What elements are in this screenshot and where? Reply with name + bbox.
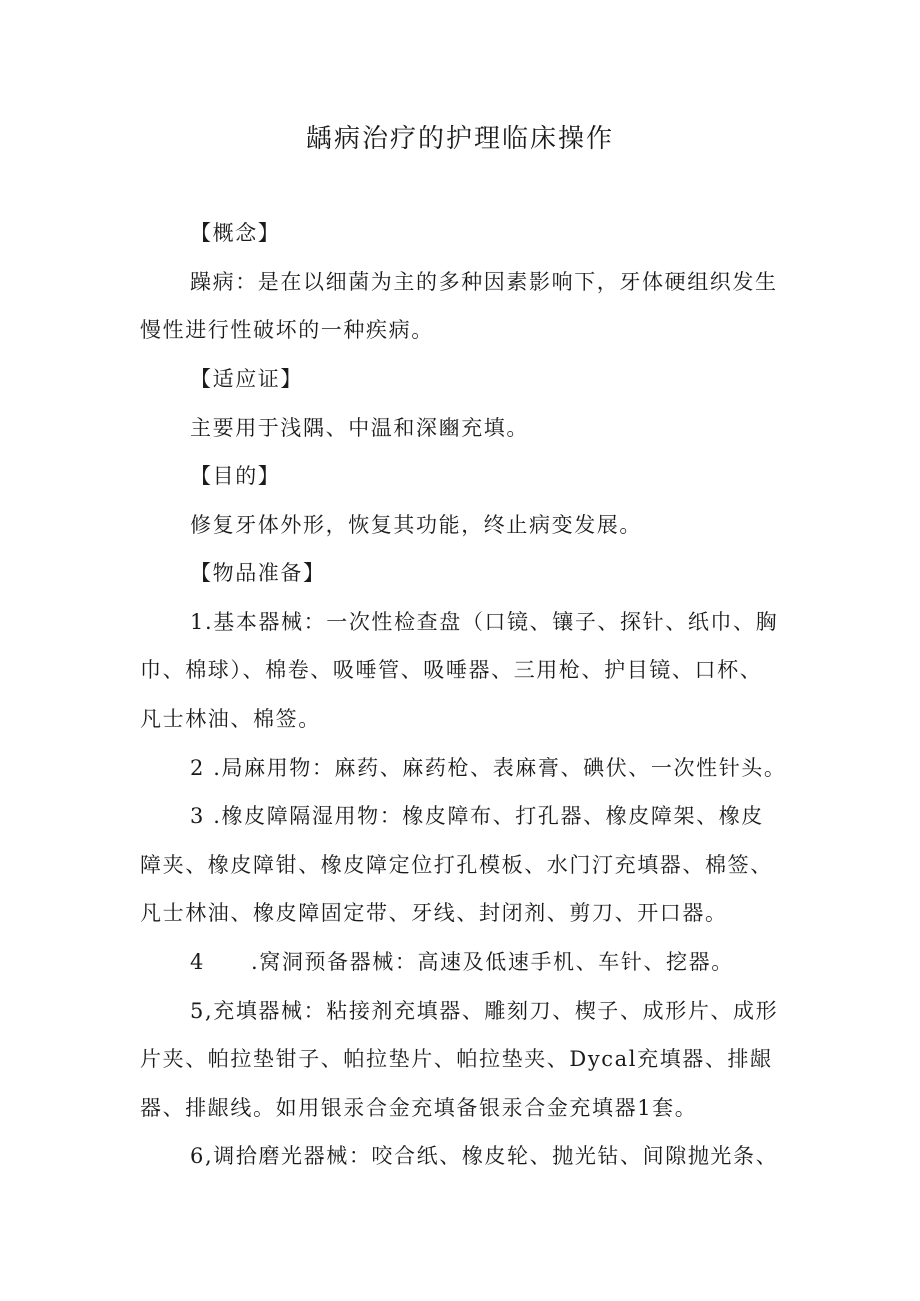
- item6-line-1: 6,调拾磨光器械：咬合纸、橡皮轮、抛光钻、间隙抛光条、: [190, 1144, 779, 1168]
- page-title: 龋病治疗的护理临床操作: [305, 124, 614, 154]
- indication-line-1: 主要用于浅隅、中温和深豳充填。: [190, 416, 529, 440]
- concept-line-2: 慢性进行性破坏的一种疾病。: [140, 318, 434, 342]
- item3-line-3: 凡士林油、橡皮障固定带、牙线、封闭剂、剪刀、开口器。: [140, 901, 728, 925]
- section-heading-purpose: 【目的】: [190, 464, 281, 488]
- concept-line-1: 躁病：是在以细菌为主的多种因素影响下，牙体硬组织发生: [190, 270, 778, 294]
- section-heading-preparation: 【物品准备】: [190, 561, 326, 585]
- item1-line-2: 巾、棉球）、棉卷、吸唾管、吸唾器、三用枪、护目镜、口杯、: [140, 658, 763, 682]
- item5-line-2: 片夹、帕拉垫钳子、帕拉垫片、帕拉垫夹、Dycal充填器、排龈: [140, 1047, 773, 1071]
- item2-line-1: 2 .局麻用物：麻药、麻药枪、表麻膏、碘伏、一次性针头。: [190, 756, 787, 780]
- purpose-line-1: 修复牙体外形，恢复其功能，终止病变发展。: [190, 513, 642, 537]
- item1-line-3: 凡士林油、棉签。: [140, 707, 321, 731]
- item4-line-1: [190, 946, 734, 976]
- item1-line-1: 1.基本器械：一次性检查盘（口镜、镶子、探针、纸巾、胸: [190, 610, 779, 634]
- item3-line-1: 3 .橡皮障隔湿用物：橡皮障布、打孔器、橡皮障架、橡皮: [190, 804, 764, 828]
- section-heading-indication: 【适应证】: [190, 367, 303, 391]
- item4-text: .窝洞预备器械：高速及低速手机、车针、挖器。: [250, 950, 734, 974]
- item5-line-1: 5,充填器械：粘接剂充填器、雕刻刀、楔子、成形片、成形: [190, 999, 779, 1023]
- item4-number: 4: [190, 950, 205, 974]
- section-heading-concept: 【概念】: [190, 221, 281, 245]
- item3-line-2: 障夹、橡皮障钳、橡皮障定位打孔模板、水门汀充填器、棉签、: [140, 853, 773, 877]
- item5-line-3: 器、排龈线。如用银汞合金充填备银汞合金充填器1套。: [140, 1096, 698, 1120]
